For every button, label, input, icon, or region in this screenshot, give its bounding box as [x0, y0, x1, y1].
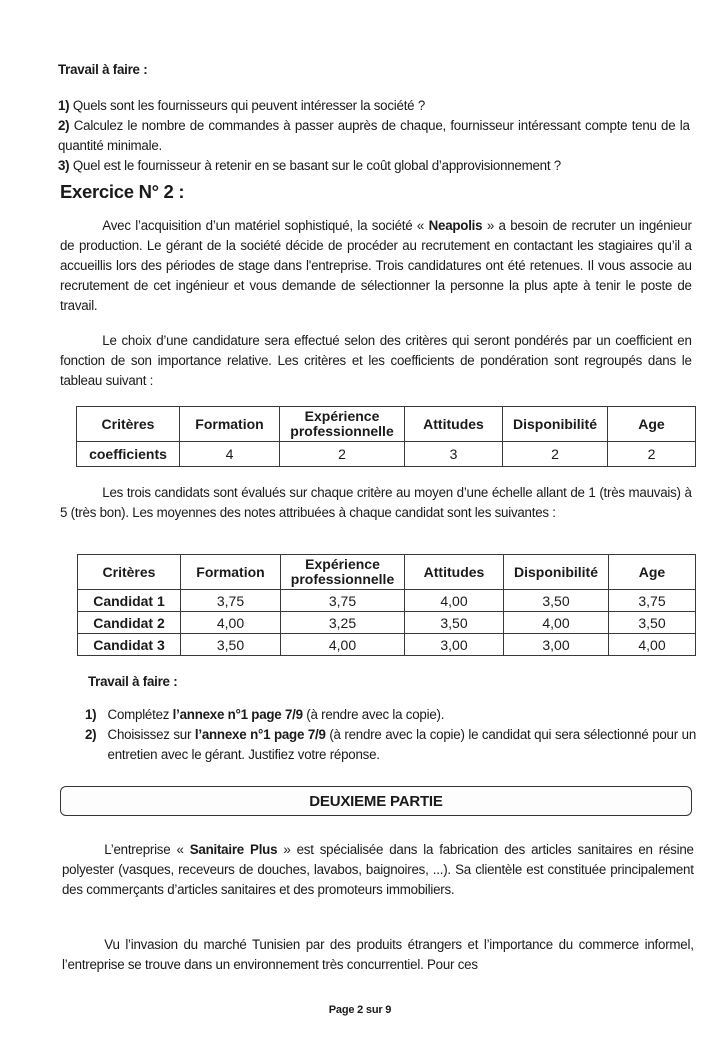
column-header: Age	[608, 407, 696, 442]
question-item	[58, 156, 690, 176]
company-name: Sanitaire Plus	[189, 842, 278, 858]
table-cell: 4,00	[405, 590, 504, 612]
row-header: Candidat 1	[78, 590, 181, 612]
column-header: Disponibilité	[504, 555, 609, 590]
question-text: Quels sont les fournisseurs qui peuvent intéresser la société ?	[69, 98, 426, 114]
table-cell: 3,25	[281, 612, 405, 634]
table-cell: 3	[405, 442, 503, 467]
exercise1-task-heading: Travail à faire :	[58, 62, 148, 78]
table-cell: 3,00	[405, 634, 504, 656]
question-item	[58, 116, 690, 156]
question-text: Quel est le fournisseur à retenir en se basant sur le coût global d’approvisionnement ?	[69, 158, 561, 174]
column-header: Expérience professionnelle	[280, 407, 405, 442]
exercise2-intro-paragraph	[60, 216, 692, 316]
table-cell: 4,00	[281, 634, 405, 656]
paragraph-text: » a besoin de recruter un ingénieur de production. Le gérant de la société décide de procéder au recrutement en contactant les stagiaires qu’il a accueillis lors des périodes de stage dans l'entreprise. Trois candidatures ont été retenues. Il vous associe au recrutement de cet ingénieur et vous demande de sélectionner la personne la plus apte à tenir le poste de travail.	[60, 218, 692, 314]
paragraph-text: Avec l’acquisition d’un matériel sophistiqué, la société «	[102, 218, 429, 234]
annex-reference: l’annexe n°1 page 7/9	[172, 707, 303, 723]
exercise1-question-list	[58, 96, 690, 176]
table-cell: 3,50	[504, 590, 609, 612]
question-item	[58, 96, 690, 116]
row-header: Candidat 2	[78, 612, 181, 634]
table-cell: 3,00	[504, 634, 609, 656]
row-header: Candidat 3	[78, 634, 181, 656]
page-number: Page 2 sur 9	[328, 1004, 392, 1016]
section-banner	[60, 786, 692, 816]
market-context-paragraph: Vu l’invasion du marché Tunisien par des produits étrangers et l’importance du commerce informel, l’entreprise se trouve dans un environnement très concurrentiel. Pour ces	[62, 937, 694, 973]
company-name: Neapolis	[428, 218, 483, 234]
exercise2-task-list	[85, 705, 696, 765]
table-cell: 4,00	[504, 612, 609, 634]
task-text: Complétez	[107, 707, 173, 723]
table-cell: 3,50	[405, 612, 504, 634]
task-number: 1)	[85, 707, 97, 723]
task-item	[85, 725, 696, 765]
column-header: Attitudes	[405, 407, 503, 442]
table-cell: 3,50	[609, 612, 696, 634]
column-header: Formation	[181, 555, 281, 590]
table-cell: 3,75	[609, 590, 696, 612]
column-header: Age	[609, 555, 696, 590]
table-cell: 3,75	[281, 590, 405, 612]
paragraph-text: » est spécialisée dans la fabrication des articles sanitaires en résine polyester (vasques, receveurs de douches, lavabos, baignoires, ...). Sa clientèle est constituée principalement des commerçants d’articles sanitaires et des promoteurs immobiliers.	[62, 842, 694, 898]
question-number: 2)	[58, 118, 70, 134]
criteria-paragraph: Le choix d’une candidature sera effectué selon des critères qui seront pondérés par un coefficient en fonction de son importance relative. Les critères et les coefficients de pondération sont regroupés dans le tableau suivant :	[60, 333, 692, 389]
task-text: Choisissez sur	[107, 727, 195, 743]
table-cell: 4	[180, 442, 280, 467]
table-row	[78, 612, 696, 634]
question-text: Calculez le nombre de commandes à passer auprès de chaque, fournisseur intéressant compte tenu de la quantité minimale.	[58, 118, 690, 154]
task-number: 2)	[85, 727, 97, 743]
coefficients-table	[76, 406, 696, 467]
table-cell: 2	[280, 442, 405, 467]
column-header: Disponibilité	[503, 407, 608, 442]
table-cell: 2	[503, 442, 608, 467]
row-header: coefficients	[77, 442, 180, 467]
task-text: (à rendre avec la copie).	[302, 707, 445, 723]
table-cell: 4,00	[181, 612, 281, 634]
column-header: Expérience professionnelle	[281, 555, 405, 590]
table-row	[77, 442, 696, 467]
exercise2-task-heading: Travail à faire :	[88, 674, 178, 690]
section-title: DEUXIEME PARTIE	[309, 793, 443, 810]
table-row	[78, 590, 696, 612]
column-header: Critères	[77, 407, 180, 442]
column-header: Formation	[180, 407, 280, 442]
annex-reference: l’annexe n°1 page 7/9	[194, 727, 326, 743]
question-number: 3)	[58, 158, 70, 174]
table-cell: 3,75	[181, 590, 281, 612]
table-header-row	[78, 555, 696, 590]
paragraph-text: L’entreprise «	[104, 842, 190, 858]
question-number: 1)	[58, 98, 70, 114]
exercise2-heading: Exercice N° 2 :	[60, 181, 185, 202]
candidate-scores-table	[77, 554, 696, 656]
table-cell: 2	[608, 442, 696, 467]
evaluation-paragraph: Les trois candidats sont évalués sur chaque critère au moyen d’une échelle allant de 1 (très mauvais) à 5 (très bon). Les moyennes des notes attribuées à chaque candidat sont les suivantes :	[60, 485, 692, 521]
column-header: Critères	[78, 555, 181, 590]
company-description-paragraph	[62, 840, 694, 900]
table-row	[78, 634, 696, 656]
task-text: (à rendre avec la copie) le candidat qui sera sélectionné pour un entretien avec le gérant. Justifiez votre réponse.	[107, 727, 696, 763]
table-cell: 3,50	[181, 634, 281, 656]
column-header: Attitudes	[405, 555, 504, 590]
table-header-row	[77, 407, 696, 442]
task-item	[85, 705, 696, 725]
table-cell: 4,00	[609, 634, 696, 656]
